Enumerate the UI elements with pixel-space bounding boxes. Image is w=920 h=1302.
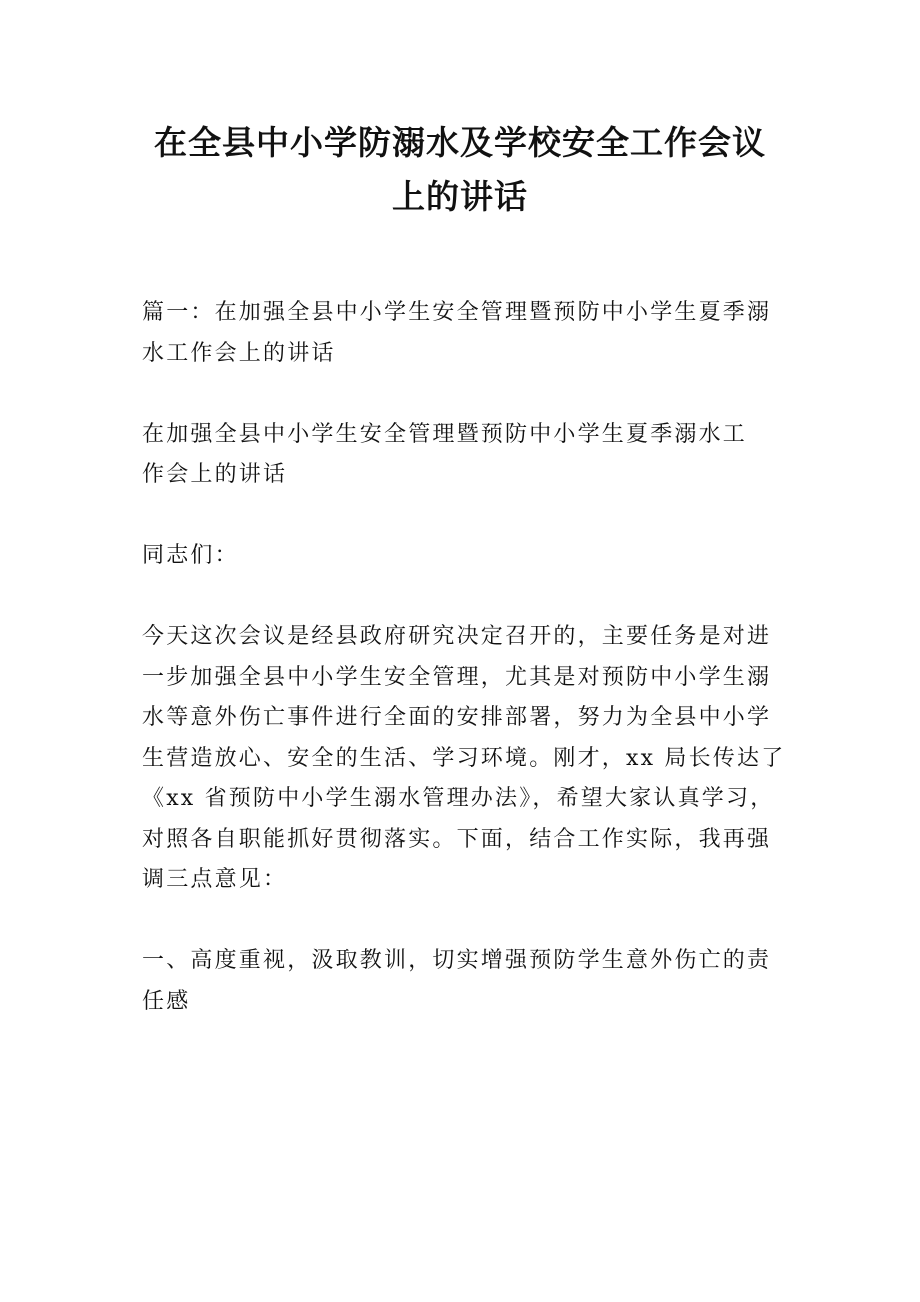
- section-heading-paragraph: [142, 941, 792, 1022]
- title-line: 在全县中小学防溺水及学校安全工作会议: [154, 123, 766, 162]
- text-line: 篇一：在加强全县中小学生安全管理暨预防中小学生夏季溺: [142, 300, 772, 325]
- subtitle-paragraph: [142, 293, 792, 374]
- text-line: 一步加强全县中小学生安全管理，尤其是对预防中小学生溺: [142, 664, 772, 690]
- document-body: [142, 293, 792, 1063]
- text-line: 作会上的讲话: [142, 462, 288, 487]
- text-line: 调三点意见：: [142, 867, 288, 892]
- text-line: 生营造放心、安全的生活、学习环境。刚才，xx 局长传达了: [142, 745, 786, 771]
- text-line: 任感: [142, 988, 191, 1014]
- text-line: 水工作会上的讲话: [142, 340, 336, 366]
- text-line: 对照各自职能抓好贯彻落实。下面，结合工作实际，我再强: [142, 826, 772, 852]
- text-line: 在加强全县中小学生安全管理暨预防中小学生夏季溺水工: [142, 421, 748, 447]
- intro-paragraph: [142, 617, 792, 901]
- text-line: 同志们：: [142, 543, 239, 568]
- text-line: 今天这次会议是经县政府研究决定召开的，主要任务是对进: [142, 624, 772, 649]
- text-line: 水等意外伤亡事件进行全面的安排部署，努力为全县中小学: [142, 705, 772, 730]
- document-title: [130, 116, 790, 224]
- text-line: 一、高度重视，汲取教训，切实增强预防学生意外伤亡的责: [142, 948, 772, 973]
- text-line: 《xx 省预防中小学生溺水管理办法》，希望大家认真学习，: [142, 786, 775, 811]
- repeated-subtitle-paragraph: [142, 415, 792, 496]
- title-line: 上的讲话: [392, 177, 528, 216]
- salutation-paragraph: [142, 536, 792, 577]
